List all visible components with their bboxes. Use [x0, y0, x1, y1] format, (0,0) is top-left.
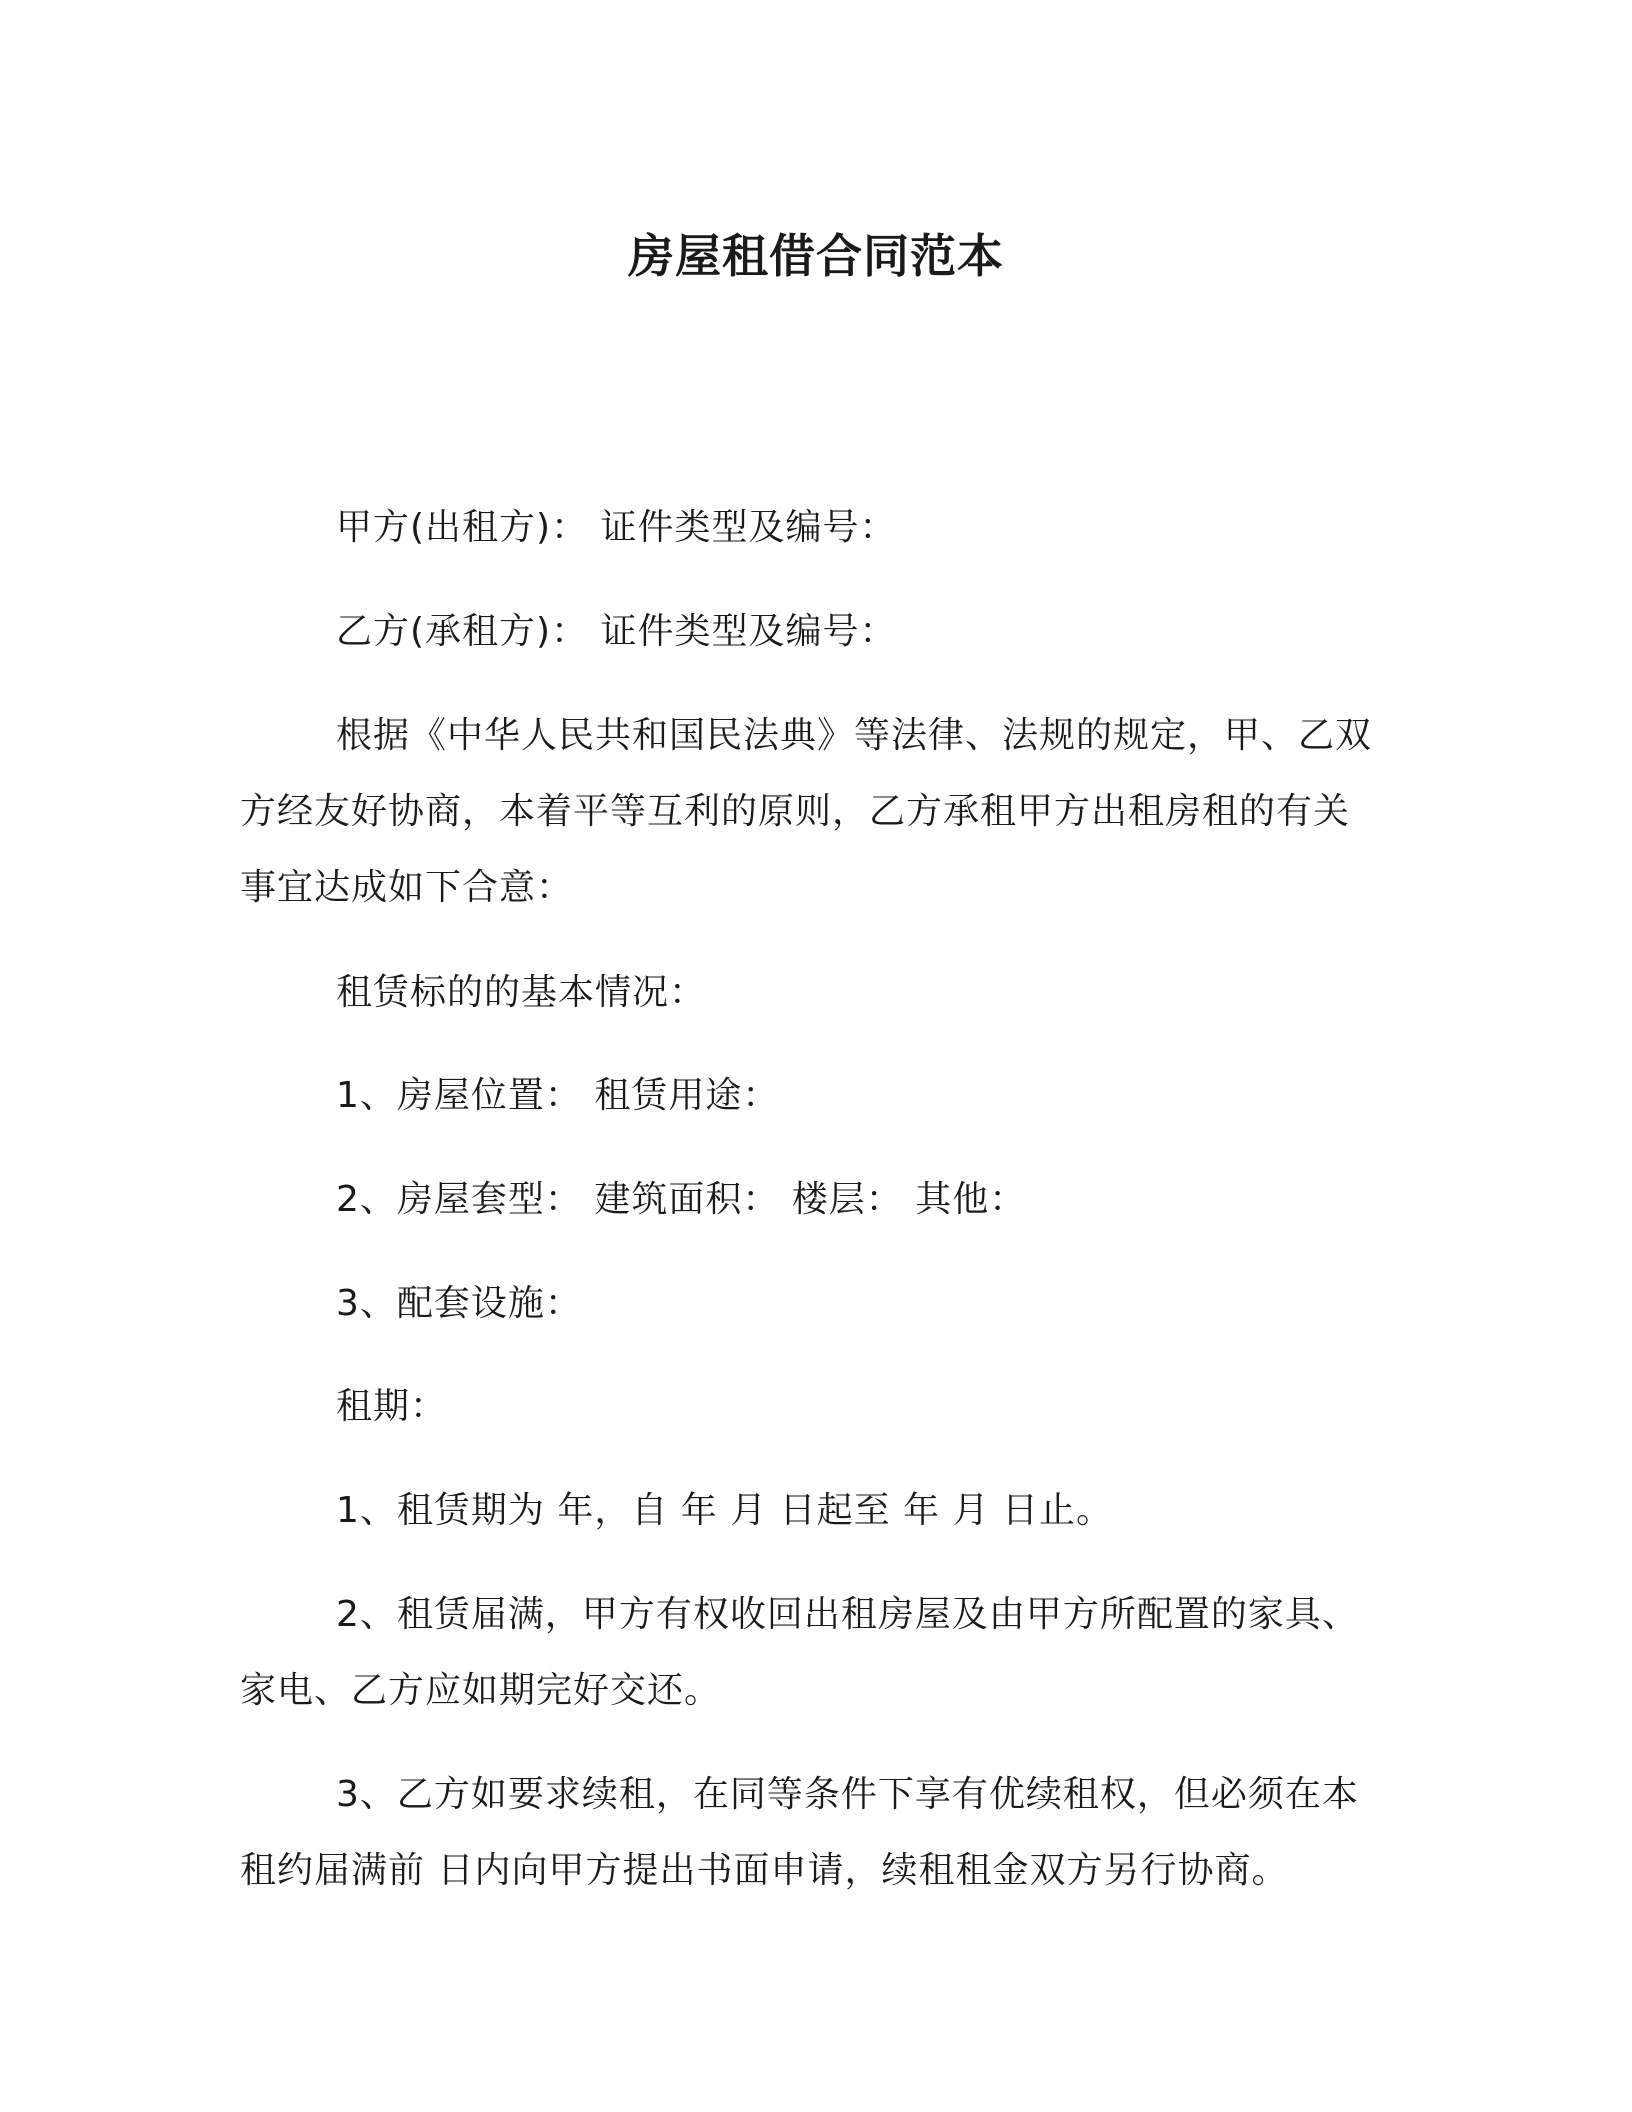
paragraph-line: 3、乙方如要求续租，在同等条件下享有优续租权，但必须在本 [336, 1774, 1359, 1815]
paragraph-preamble [240, 698, 1390, 926]
paragraph-line: 租约届满前 日内向甲方提出书面申请，续租租金双方另行协商。 [240, 1850, 1289, 1891]
clause-basic-3 [240, 1266, 1390, 1342]
clause-basic-2 [240, 1162, 1390, 1238]
clause-term-1 [240, 1473, 1390, 1549]
clause-term-2 [240, 1577, 1390, 1729]
paragraph-line: 1、租赁期为 年，自 年 月 日起至 年 月 日止。 [336, 1490, 1114, 1531]
paragraph-line: 租期： [336, 1386, 448, 1427]
paragraph-line: 家电、乙方应如期完好交还。 [240, 1670, 722, 1711]
document-title: 房屋租借合同范本 [628, 229, 1004, 283]
section-heading-term [240, 1369, 1390, 1445]
paragraph-line: 根据《中华人民共和国民法典》等法律、法规的规定，甲、乙双 [336, 715, 1373, 756]
paragraph-line: 租赁标的的基本情况： [336, 972, 707, 1013]
paragraph-line: 甲方(出租方)： 证件类型及编号： [336, 507, 897, 548]
paragraph-line: 2、租赁届满，甲方有权收回出租房屋及由甲方所配置的家具、 [336, 1594, 1359, 1635]
paragraph-party-b [240, 594, 1390, 670]
section-heading-basic-info [240, 955, 1390, 1031]
paragraph-line: 3、配套设施： [336, 1283, 582, 1324]
paragraph-line: 2、房屋套型： 建筑面积： 楼层： 其他： [336, 1179, 1027, 1220]
clause-term-3 [240, 1757, 1390, 1909]
paragraph-line: 事宜达成如下合意： [240, 867, 574, 908]
clause-basic-1 [240, 1058, 1390, 1134]
paragraph-party-a [240, 490, 1390, 566]
paragraph-line: 乙方(承租方)： 证件类型及编号： [336, 611, 897, 652]
paragraph-line: 1、房屋位置： 租赁用途： [336, 1075, 780, 1116]
paragraph-line: 方经友好协商，本着平等互利的原则，乙方承租甲方出租房租的有关 [240, 791, 1351, 832]
